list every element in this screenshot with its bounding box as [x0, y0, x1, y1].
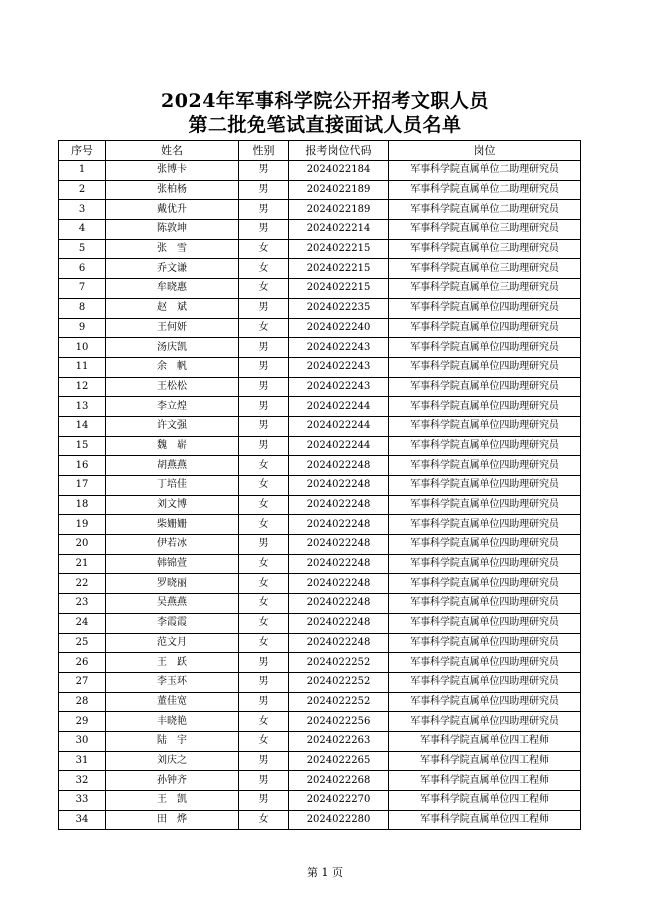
cell-position: 军事科学院直属单位四工程师	[389, 791, 581, 811]
cell-position-code: 2024022270	[289, 791, 389, 811]
cell-gender: 女	[239, 574, 289, 594]
cell-number: 8	[59, 298, 106, 318]
cell-position: 军事科学院直属单位四助理研究员	[389, 476, 581, 496]
cell-name: 汤庆凯	[106, 338, 239, 358]
table-row	[59, 456, 581, 476]
table-row	[59, 554, 581, 574]
cell-position-code: 2024022248	[289, 535, 389, 555]
cell-number: 18	[59, 495, 106, 515]
candidate-table	[58, 140, 581, 830]
cell-name: 伊若冰	[106, 535, 239, 555]
table-row	[59, 751, 581, 771]
cell-gender: 男	[239, 161, 289, 181]
table-row	[59, 436, 581, 456]
cell-number: 5	[59, 239, 106, 259]
cell-position: 军事科学院直属单位二助理研究员	[389, 161, 581, 181]
cell-number: 24	[59, 613, 106, 633]
cell-position: 军事科学院直属单位二助理研究员	[389, 200, 581, 220]
cell-position-code: 2024022240	[289, 318, 389, 338]
cell-name: 戴优升	[106, 200, 239, 220]
table-row	[59, 613, 581, 633]
cell-gender: 男	[239, 653, 289, 673]
cell-gender: 男	[239, 338, 289, 358]
cell-name: 罗晓丽	[106, 574, 239, 594]
cell-gender: 女	[239, 259, 289, 279]
cell-position-code: 2024022235	[289, 298, 389, 318]
cell-number: 16	[59, 456, 106, 476]
cell-name: 柴姗姗	[106, 515, 239, 535]
cell-gender: 女	[239, 633, 289, 653]
cell-position: 军事科学院直属单位四助理研究员	[389, 298, 581, 318]
cell-number: 28	[59, 692, 106, 712]
cell-gender: 男	[239, 200, 289, 220]
table-row	[59, 279, 581, 299]
cell-position-code: 2024022248	[289, 574, 389, 594]
cell-gender: 男	[239, 436, 289, 456]
cell-position-code: 2024022256	[289, 712, 389, 732]
header-position: 岗位	[389, 141, 581, 161]
cell-position-code: 2024022243	[289, 357, 389, 377]
cell-number: 9	[59, 318, 106, 338]
cell-gender: 女	[239, 613, 289, 633]
cell-gender: 女	[239, 712, 289, 732]
table-row	[59, 574, 581, 594]
cell-gender: 男	[239, 535, 289, 555]
table-row	[59, 161, 581, 181]
cell-position: 军事科学院直属单位四助理研究员	[389, 613, 581, 633]
cell-gender: 女	[239, 495, 289, 515]
cell-number: 6	[59, 259, 106, 279]
cell-number: 34	[59, 810, 106, 830]
cell-name: 李立煌	[106, 397, 239, 417]
table-row	[59, 810, 581, 830]
table-row	[59, 653, 581, 673]
cell-position-code: 2024022215	[289, 259, 389, 279]
table-row	[59, 200, 581, 220]
cell-position: 军事科学院直属单位四助理研究员	[389, 338, 581, 358]
cell-position-code: 2024022244	[289, 436, 389, 456]
cell-number: 17	[59, 476, 106, 496]
header-number: 序号	[59, 141, 106, 161]
cell-number: 10	[59, 338, 106, 358]
cell-gender: 女	[239, 554, 289, 574]
cell-position-code: 2024022248	[289, 476, 389, 496]
cell-position-code: 2024022244	[289, 397, 389, 417]
cell-name: 张柏杨	[106, 180, 239, 200]
table-row	[59, 416, 581, 436]
cell-position-code: 2024022248	[289, 594, 389, 614]
cell-number: 4	[59, 220, 106, 240]
table-row	[59, 318, 581, 338]
cell-name: 孙钟齐	[106, 771, 239, 791]
cell-number: 13	[59, 397, 106, 417]
cell-number: 33	[59, 791, 106, 811]
cell-name: 董佳宽	[106, 692, 239, 712]
document-subtitle: 第二批免笔试直接面试人员名单	[188, 114, 462, 136]
cell-name: 魏 崭	[106, 436, 239, 456]
cell-name: 乔文谦	[106, 259, 239, 279]
table-row	[59, 791, 581, 811]
table-row	[59, 712, 581, 732]
cell-number: 12	[59, 377, 106, 397]
cell-position-code: 2024022263	[289, 731, 389, 751]
cell-position-code: 2024022265	[289, 751, 389, 771]
cell-number: 2	[59, 180, 106, 200]
cell-position: 军事科学院直属单位三助理研究员	[389, 239, 581, 259]
cell-gender: 女	[239, 810, 289, 830]
table-body	[59, 161, 581, 830]
cell-position: 军事科学院直属单位四助理研究员	[389, 416, 581, 436]
cell-position: 军事科学院直属单位四工程师	[389, 771, 581, 791]
cell-gender: 男	[239, 357, 289, 377]
cell-gender: 男	[239, 791, 289, 811]
cell-position: 军事科学院直属单位三助理研究员	[389, 279, 581, 299]
cell-name: 王何妍	[106, 318, 239, 338]
cell-number: 26	[59, 653, 106, 673]
cell-position: 军事科学院直属单位四工程师	[389, 731, 581, 751]
cell-number: 11	[59, 357, 106, 377]
cell-position: 军事科学院直属单位三助理研究员	[389, 220, 581, 240]
cell-position-code: 2024022215	[289, 279, 389, 299]
cell-number: 7	[59, 279, 106, 299]
cell-position-code: 2024022252	[289, 653, 389, 673]
cell-name: 刘文博	[106, 495, 239, 515]
cell-gender: 女	[239, 456, 289, 476]
cell-gender: 男	[239, 416, 289, 436]
cell-position-code: 2024022248	[289, 495, 389, 515]
table-row	[59, 338, 581, 358]
cell-name: 王松松	[106, 377, 239, 397]
cell-position: 军事科学院直属单位四助理研究员	[389, 672, 581, 692]
cell-name: 余 帆	[106, 357, 239, 377]
table-row	[59, 535, 581, 555]
cell-position-code: 2024022280	[289, 810, 389, 830]
cell-position: 军事科学院直属单位四助理研究员	[389, 535, 581, 555]
cell-name: 王 跃	[106, 653, 239, 673]
cell-position-code: 2024022243	[289, 338, 389, 358]
cell-gender: 女	[239, 476, 289, 496]
cell-gender: 男	[239, 180, 289, 200]
cell-position-code: 2024022248	[289, 633, 389, 653]
cell-position-code: 2024022248	[289, 554, 389, 574]
header-name: 姓名	[106, 141, 239, 161]
table-row	[59, 357, 581, 377]
cell-position-code: 2024022184	[289, 161, 389, 181]
cell-number: 29	[59, 712, 106, 732]
document-title: 2024年军事科学院公开招考文职人员	[161, 90, 489, 112]
header-position-code: 报考岗位代码	[289, 141, 389, 161]
cell-position-code: 2024022252	[289, 672, 389, 692]
table-row	[59, 476, 581, 496]
table-row	[59, 239, 581, 259]
table-row	[59, 180, 581, 200]
cell-number: 23	[59, 594, 106, 614]
cell-name: 张 雪	[106, 239, 239, 259]
cell-position-code: 2024022189	[289, 180, 389, 200]
table-row	[59, 731, 581, 751]
page-number: 第 1 页	[307, 866, 343, 879]
cell-position-code: 2024022244	[289, 416, 389, 436]
cell-name: 田 烨	[106, 810, 239, 830]
cell-number: 20	[59, 535, 106, 555]
cell-name: 李霞霞	[106, 613, 239, 633]
table-row	[59, 397, 581, 417]
cell-position-code: 2024022248	[289, 613, 389, 633]
cell-name: 丁培佳	[106, 476, 239, 496]
table-row	[59, 495, 581, 515]
cell-name: 陈敦坤	[106, 220, 239, 240]
cell-position-code: 2024022248	[289, 456, 389, 476]
cell-gender: 女	[239, 239, 289, 259]
cell-position: 军事科学院直属单位四助理研究员	[389, 653, 581, 673]
cell-position-code: 2024022252	[289, 692, 389, 712]
cell-number: 22	[59, 574, 106, 594]
table-row	[59, 515, 581, 535]
cell-number: 3	[59, 200, 106, 220]
cell-number: 1	[59, 161, 106, 181]
cell-position: 军事科学院直属单位四助理研究员	[389, 436, 581, 456]
cell-name: 刘庆之	[106, 751, 239, 771]
cell-name: 张博卡	[106, 161, 239, 181]
cell-position: 军事科学院直属单位四助理研究员	[389, 318, 581, 338]
cell-name: 许文强	[106, 416, 239, 436]
cell-number: 19	[59, 515, 106, 535]
cell-name: 李玉环	[106, 672, 239, 692]
table-row	[59, 298, 581, 318]
cell-number: 30	[59, 731, 106, 751]
cell-name: 吴燕燕	[106, 594, 239, 614]
header-gender: 性别	[239, 141, 289, 161]
cell-gender: 男	[239, 397, 289, 417]
cell-position: 军事科学院直属单位二助理研究员	[389, 180, 581, 200]
table-header-row	[59, 141, 581, 161]
cell-position: 军事科学院直属单位四助理研究员	[389, 495, 581, 515]
cell-name: 丰晓艳	[106, 712, 239, 732]
cell-position-code: 2024022214	[289, 220, 389, 240]
cell-gender: 男	[239, 751, 289, 771]
cell-number: 27	[59, 672, 106, 692]
cell-gender: 男	[239, 298, 289, 318]
table-row	[59, 377, 581, 397]
cell-position: 军事科学院直属单位四助理研究员	[389, 594, 581, 614]
cell-gender: 男	[239, 672, 289, 692]
table-row	[59, 672, 581, 692]
cell-position: 军事科学院直属单位四助理研究员	[389, 692, 581, 712]
cell-number: 15	[59, 436, 106, 456]
cell-position: 军事科学院直属单位四助理研究员	[389, 633, 581, 653]
cell-position: 军事科学院直属单位四工程师	[389, 810, 581, 830]
table-row	[59, 259, 581, 279]
cell-name: 赵 斌	[106, 298, 239, 318]
cell-position: 军事科学院直属单位四助理研究员	[389, 377, 581, 397]
table-row	[59, 633, 581, 653]
cell-gender: 女	[239, 594, 289, 614]
cell-name: 陆 宇	[106, 731, 239, 751]
cell-number: 21	[59, 554, 106, 574]
table-row	[59, 594, 581, 614]
cell-gender: 男	[239, 771, 289, 791]
cell-position: 军事科学院直属单位四助理研究员	[389, 554, 581, 574]
cell-gender: 女	[239, 515, 289, 535]
cell-position: 军事科学院直属单位三助理研究员	[389, 259, 581, 279]
cell-number: 32	[59, 771, 106, 791]
cell-name: 胡燕燕	[106, 456, 239, 476]
cell-position: 军事科学院直属单位四助理研究员	[389, 456, 581, 476]
cell-gender: 女	[239, 731, 289, 751]
cell-gender: 女	[239, 318, 289, 338]
cell-name: 牟晓惠	[106, 279, 239, 299]
cell-number: 31	[59, 751, 106, 771]
cell-position-code: 2024022243	[289, 377, 389, 397]
cell-position: 军事科学院直属单位四工程师	[389, 751, 581, 771]
table-row	[59, 220, 581, 240]
cell-position-code: 2024022268	[289, 771, 389, 791]
cell-name: 王 凯	[106, 791, 239, 811]
cell-position: 军事科学院直属单位四助理研究员	[389, 397, 581, 417]
cell-number: 14	[59, 416, 106, 436]
cell-position: 军事科学院直属单位四助理研究员	[389, 574, 581, 594]
table-row	[59, 692, 581, 712]
table-row	[59, 771, 581, 791]
cell-gender: 男	[239, 220, 289, 240]
cell-position-code: 2024022189	[289, 200, 389, 220]
cell-number: 25	[59, 633, 106, 653]
cell-position-code: 2024022215	[289, 239, 389, 259]
cell-position-code: 2024022248	[289, 515, 389, 535]
cell-name: 韩锦萱	[106, 554, 239, 574]
cell-position: 军事科学院直属单位四助理研究员	[389, 712, 581, 732]
cell-position: 军事科学院直属单位四助理研究员	[389, 515, 581, 535]
cell-gender: 女	[239, 279, 289, 299]
cell-gender: 男	[239, 377, 289, 397]
cell-gender: 男	[239, 692, 289, 712]
cell-position: 军事科学院直属单位四助理研究员	[389, 357, 581, 377]
cell-name: 范文月	[106, 633, 239, 653]
